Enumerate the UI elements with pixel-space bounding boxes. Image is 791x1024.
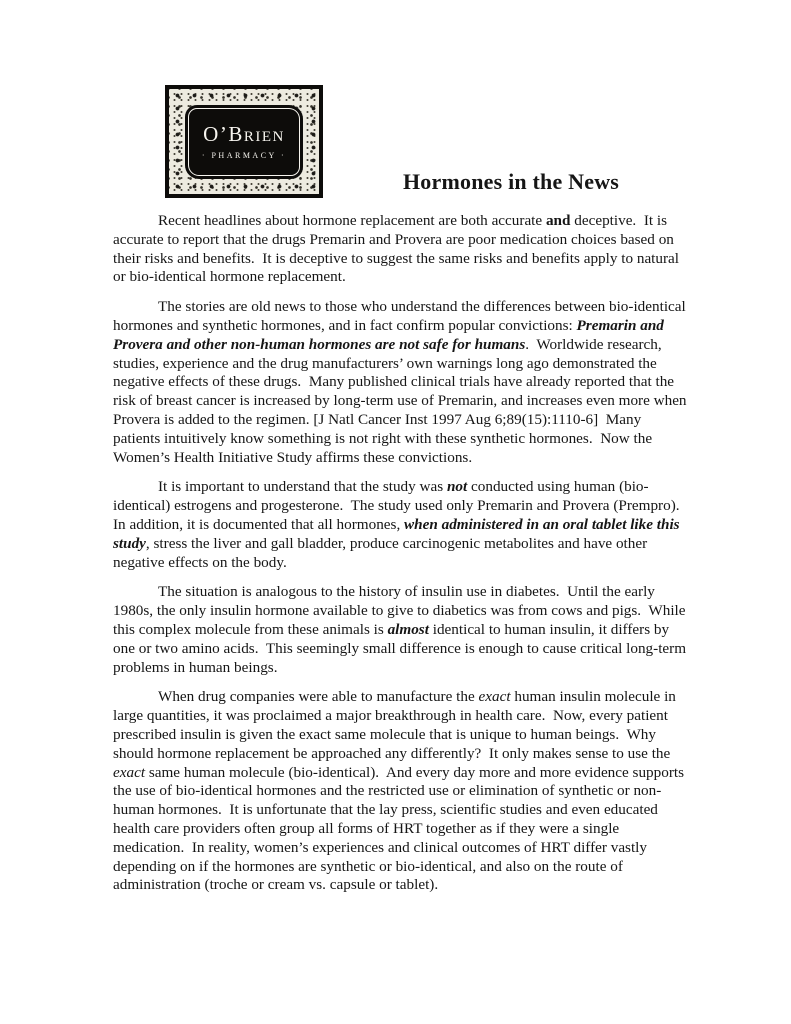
paragraphs — [113, 212, 687, 906]
document-title: Hormones in the News — [403, 169, 620, 194]
text-run: It is important to understand that the study was — [158, 478, 447, 496]
text-run: . Worldwide research, studies, experience and the drug manufacturers’ own warnings long ago demonstrated the negative effects of these drugs. Many published clinical trials have already reported that the risk of breast cancer is increased by long-term use of Premarin, and increases even more when Provera is added to the regimen. [J Natl Cancer Inst 1997 Aug 6;89(15):1110-6] Many patients intuitively know something is not right with these synthetic hormones. Now the Women’s Health Initiative Study affirms these convictions. — [113, 335, 687, 466]
text-run: exact — [478, 688, 511, 706]
text-run: The situation is analogous to the history of insulin use in diabetes. Until the early 1980s, the only insulin hormone available to give to diabetics was from cows and pigs. While this complex molecule from these animals is — [113, 583, 686, 638]
text-run: identical to human insulin, it differs by one or two amino acids. This seemingly small difference is enough to cause critical long-term problems in human beings. — [113, 620, 687, 676]
logo-ornamental-border — [169, 89, 319, 194]
text-run: exact — [113, 763, 146, 781]
text-run: The stories are old news to those who understand the differences between bio-identical hormones and synthetic hormones, and in fact confirm popular convictions: — [113, 298, 686, 334]
text-run: human insulin molecule in large quantities, it was proclaimed a major breakthrough in health care. Now, every patient prescribed insulin is given the exact same molecule that is unique to human beings. Why should hormone replacement be approached any differently? It only makes sense to use the — [113, 688, 676, 762]
text-run: , stress the liver and gall bladder, produce carcinogenic metabolites and have other negative effects on the body. — [113, 534, 648, 571]
text-run: deceptive. It is accurate to report that the drugs Premarin and Provera are poor medication choices based on their risks and benefits. It is deceptive to suggest the same risks and benefits apply to natural or bio-identical hormone replacement. — [113, 212, 680, 286]
logo-subtitle: · PHARMACY · — [201, 150, 287, 160]
paragraph — [113, 478, 687, 572]
text-run: When drug companies were able to manufacture the — [158, 688, 479, 706]
paragraph — [113, 212, 687, 287]
logo-brand-name: O’Brien — [203, 121, 285, 146]
logo-panel — [185, 105, 303, 179]
document-header — [113, 85, 685, 199]
text-run: and — [545, 212, 571, 229]
paragraph — [113, 298, 687, 467]
text-run: same human molecule (bio-identical). And every day more and more evidence supports the use of bio-identical hormones and the restricted use or elimination of synthetic or non-human hormones. It is unfortunate that the lay press, scientific studies and even educated health care providers often group all forms of HRT together as if they were a single medication. In reality, women’s experiences and clinical outcomes of HRT differ vastly depending on if the hormones are synthetic or bio-identical, and also on the route of administration (troche or cream vs. capsule or tablet). — [113, 763, 685, 894]
text-run: conducted using human (bio-identical) estrogens and progesterone. The study used only Premarin and Provera (Prempro). In addition, it is documented that all hormones, — [113, 478, 684, 533]
paragraph — [113, 583, 687, 677]
pharmacy-logo — [165, 85, 323, 198]
text-run: when administered in an oral tablet like this study — [113, 515, 680, 552]
text-run: Recent headlines about hormone replacement are both accurate — [158, 212, 546, 229]
text-run: almost — [387, 620, 429, 638]
paragraph — [113, 688, 687, 895]
text-run: not — [446, 478, 468, 496]
text-run: Premarin and Provera and other non-human hormones are not safe for humans — [113, 316, 664, 353]
